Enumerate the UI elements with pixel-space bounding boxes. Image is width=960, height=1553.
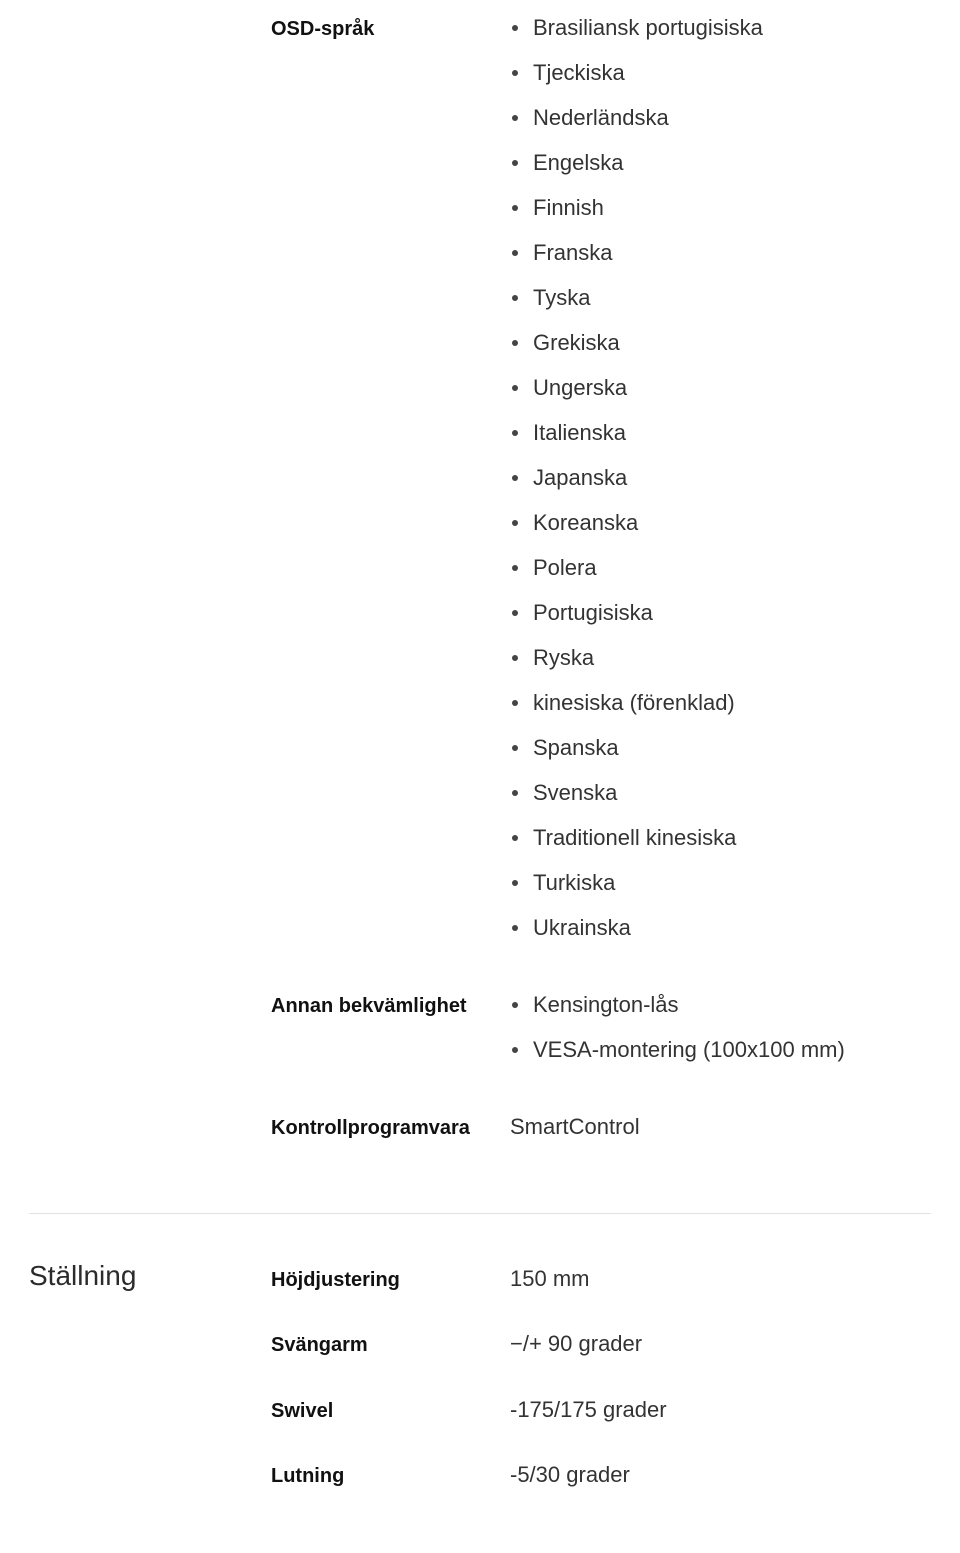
list-item: Grekiska — [510, 330, 763, 375]
tilt-value: -5/30 grader — [510, 1462, 630, 1487]
swivel-value: -175/175 grader — [510, 1397, 667, 1422]
list-item: Traditionell kinesiska — [510, 825, 763, 870]
list-item: Tyska — [510, 285, 763, 330]
list-item: Finnish — [510, 195, 763, 240]
list-item: kinesiska (förenklad) — [510, 690, 763, 735]
height-adjustment-label: Höjdjustering — [271, 1269, 400, 1291]
list-item: Portugisiska — [510, 600, 763, 645]
pivot-label: Svängarm — [271, 1334, 368, 1356]
list-item: Franska — [510, 240, 763, 285]
list-item: Ryska — [510, 645, 763, 690]
list-item: Tjeckiska — [510, 60, 763, 105]
stand-section-title: Ställning — [29, 1260, 137, 1291]
tilt-label: Lutning — [271, 1465, 345, 1487]
pivot-value: −/+ 90 grader — [510, 1331, 643, 1356]
height-adjustment-value: 150 mm — [510, 1266, 590, 1291]
list-item: Engelska — [510, 150, 763, 195]
list-item: Koreanska — [510, 510, 763, 555]
list-item: Ukrainska — [510, 915, 763, 960]
list-item: Polera — [510, 555, 763, 600]
list-item: VESA-montering (100x100 mm) — [510, 1037, 845, 1082]
control-software-label: Kontrollprogramvara — [271, 1117, 470, 1139]
list-item: Svenska — [510, 780, 763, 825]
list-item: Italienska — [510, 420, 763, 465]
list-item: Ungerska — [510, 375, 763, 420]
list-item: Spanska — [510, 735, 763, 780]
convenience-list — [510, 992, 845, 1082]
list-item: Kensington-lås — [510, 992, 845, 1037]
section-divider — [29, 1213, 931, 1214]
list-item: Brasiliansk portugisiska — [510, 15, 763, 60]
osd-language-list — [510, 15, 763, 960]
swivel-label: Swivel — [271, 1400, 334, 1422]
osd-language-label: OSD-språk — [271, 18, 375, 40]
list-item: Turkiska — [510, 870, 763, 915]
list-item: Japanska — [510, 465, 763, 510]
list-item: Nederländska — [510, 105, 763, 150]
control-software-value: SmartControl — [510, 1114, 640, 1139]
convenience-label: Annan bekvämlighet — [271, 995, 467, 1017]
